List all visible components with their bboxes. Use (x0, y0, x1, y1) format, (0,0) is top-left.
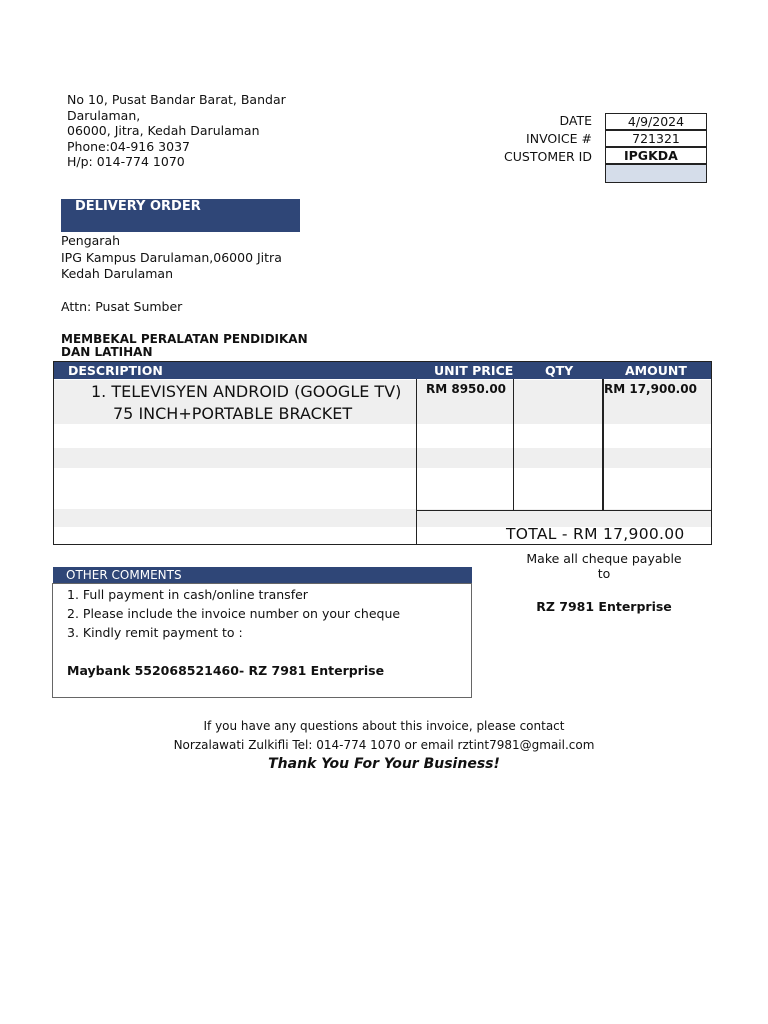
address-line-2: Darulaman, (67, 107, 141, 123)
recipient-address-1: IPG Kampus Darulaman,06000 Jitra (61, 249, 282, 265)
address-line-3: 06000, Jitra, Kedah Darulaman (67, 123, 260, 138)
thank-you-message: Thank You For Your Business! (268, 756, 500, 772)
footer-contact-line-2: Norzalawati Zulkifli Tel: 014-774 1070 or email rztint7981@gmail.com (173, 738, 595, 752)
payee-name: RZ 7981 Enterprise (536, 599, 672, 614)
header-unit-price: UNIT PRICE (434, 363, 514, 378)
item-description-line-2: 75 INCH+PORTABLE BRACKET (113, 404, 353, 423)
subject-line: MEMBEKAL PERALATAN PENDIDIKAN DAN LATIHAN (61, 332, 308, 359)
invoice-number-value: 721321 (605, 130, 707, 147)
customer-blank-cell (605, 164, 707, 183)
comment-line-1: 1. Full payment in cash/online transfer (67, 587, 308, 602)
items-table (53, 361, 712, 545)
recipient-address-2: Kedah Darulaman (61, 266, 173, 281)
comment-line-3: 3. Kindly remit payment to : (67, 625, 243, 640)
recipient-attention: Attn: Pusat Sumber (61, 299, 183, 314)
comments-header (53, 567, 472, 583)
comments-box (52, 583, 472, 698)
row-band (54, 448, 711, 468)
column-divider (513, 379, 514, 510)
cheque-payable-text: Make all cheque payable to (526, 551, 682, 581)
item-description-line-1: 1. TELEVISYEN ANDROID (GOOGLE TV) (91, 382, 402, 401)
address-line-1: No 10, Pusat Bandar Barat, Bandar (67, 92, 286, 107)
customer-id-label: CUSTOMER ID (504, 149, 592, 164)
column-divider (602, 379, 604, 510)
recipient-block (61, 233, 282, 316)
company-address (67, 92, 307, 170)
footer-contact-line-1: If you have any questions about this invoice, please contact (203, 719, 565, 733)
item-description (91, 381, 401, 425)
recipient-spacer (61, 283, 282, 300)
document-title-bar (61, 199, 300, 232)
date-value: 4/9/2024 (605, 113, 707, 130)
bank-details: Maybank 552068521460- RZ 7981 Enterprise (67, 663, 385, 678)
total-amount: TOTAL - RM 17,900.00 (506, 525, 685, 543)
header-qty: QTY (545, 363, 574, 378)
date-label: DATE (559, 113, 592, 128)
document-title: DELIVERY ORDER (75, 199, 201, 214)
recipient-title: Pengarah (61, 233, 121, 248)
invoice-number-label: INVOICE # (526, 131, 592, 146)
item-unit-price: RM 8950.00 (426, 382, 507, 396)
comment-line-2: 2. Please include the invoice number on your cheque (67, 606, 401, 621)
handphone-line: H/p: 014-774 1070 (67, 154, 185, 169)
comments-heading: OTHER COMMENTS (66, 568, 182, 582)
header-amount: AMOUNT (625, 363, 687, 378)
customer-id-value: IPGKDA (605, 147, 707, 164)
item-amount: RM 17,900.00 (604, 382, 697, 396)
phone-line: Phone:04-916 3037 (67, 138, 190, 154)
column-divider (416, 379, 417, 544)
items-table-header (54, 362, 711, 379)
row-divider (416, 510, 711, 511)
header-description: DESCRIPTION (68, 363, 163, 378)
comments-list (67, 585, 400, 642)
